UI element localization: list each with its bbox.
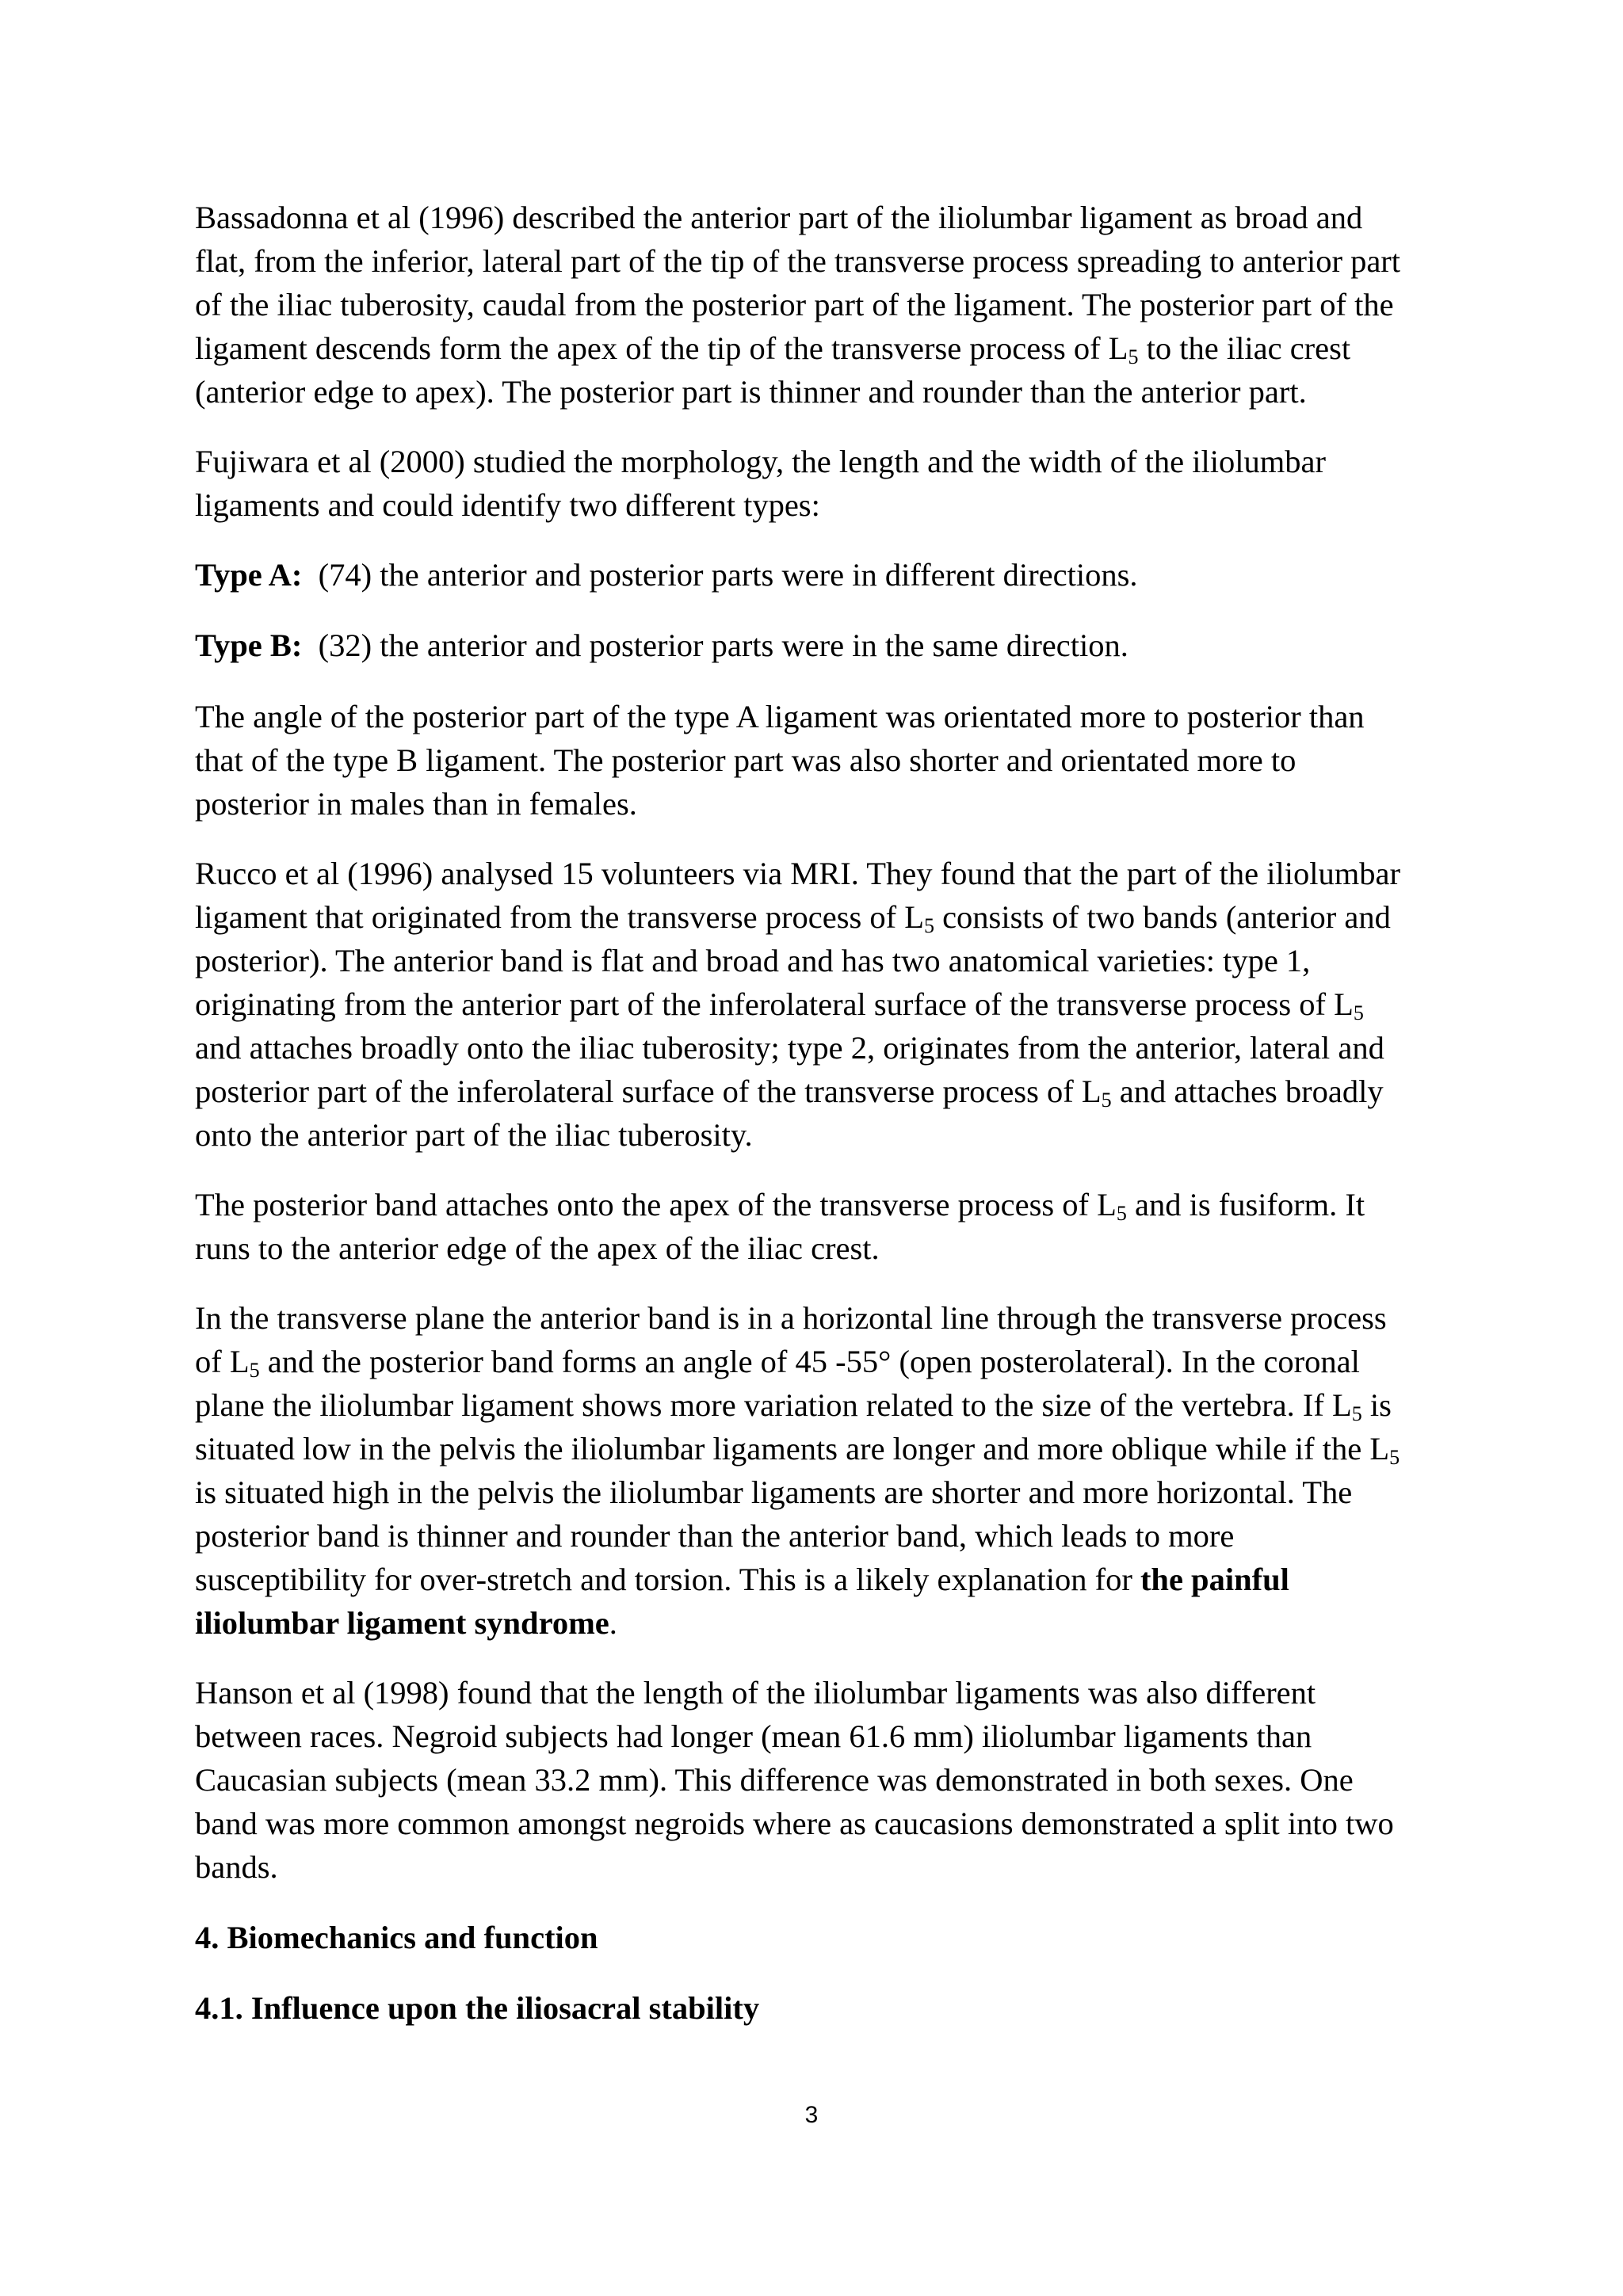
text-line: Caucasian subjects (mean 33.2 mm). This difference was demonstrated in both sexes. One: [195, 1762, 1354, 1798]
text-line: In the transverse plane the anterior band is in a horizontal line through the transverse process: [195, 1300, 1387, 1336]
text-line: The angle of the posterior part of the type A ligament was orientated more to posterior than: [195, 699, 1365, 734]
subscript: 5: [1353, 1001, 1364, 1024]
text-line: posterior). The anterior band is flat and broad and has two anatomical varieties: type 1,: [195, 943, 1311, 978]
text-line: posterior in males than in females.: [195, 786, 637, 822]
text-line: posterior band is thinner and rounder than the anterior band, which leads to more: [195, 1518, 1235, 1554]
text-line: runs to the anterior edge of the apex of the iliac crest.: [195, 1230, 880, 1266]
text-line: Hanson et al (1998) found that the length of the iliolumbar ligaments was also different: [195, 1675, 1316, 1711]
text-line: susceptibility for over-stretch and torsion. This is a likely explanation for the painful: [195, 1562, 1289, 1597]
subscript: 5: [1351, 1402, 1362, 1425]
text-line: Fujiwara et al (2000) studied the morphology, the length and the width of the iliolumbar: [195, 444, 1326, 479]
text-line: ligament that originated from the transverse process of $L_5$ consists of two bands (anterior and: [195, 899, 1391, 937]
subscript: 5: [1389, 1446, 1400, 1469]
text-line: posterior part of the inferolateral surface of the transverse process of $L_5$ and attaches broadly: [195, 1074, 1384, 1112]
text-line: that of the type B ligament. The posterior part was also shorter and orientated more to: [195, 742, 1296, 778]
subscript: 5: [1128, 345, 1139, 368]
type-b-label: Type B:: [195, 627, 303, 663]
text-line: of the iliac tuberosity, caudal from the posterior part of the ligament. The posterior part of the: [195, 287, 1394, 322]
section-heading: 4. Biomechanics and function: [195, 1920, 598, 1955]
subscript: 5: [1101, 1089, 1112, 1112]
text-line: is situated high in the pelvis the iliolumbar ligaments are shorter and more horizontal. The: [195, 1474, 1353, 1510]
subsection-heading: 4.1. Influence upon the iliosacral stability: [195, 1990, 760, 2026]
type-a-item: Type A: (74) the anterior and posterior parts were in different directions.: [195, 557, 1138, 593]
subscript: 5: [1116, 1202, 1127, 1225]
text-line: iliolumbar ligament syndrome.: [195, 1605, 617, 1641]
subscript: 5: [249, 1359, 260, 1382]
emphasis-text: the painful: [1140, 1562, 1289, 1597]
emphasis-text: iliolumbar ligament syndrome: [195, 1605, 609, 1641]
text-line: Rucco et al (1996) analysed 15 volunteers via MRI. They found that the part of the iliolumbar: [195, 856, 1400, 891]
text-line: situated low in the pelvis the iliolumbar ligaments are longer and more oblique while if the $L_5$: [195, 1431, 1400, 1469]
page-number: 3: [804, 2102, 819, 2128]
text-line: ligaments and could identify two different types:: [195, 487, 820, 523]
text-line: of $L_5$ and the posterior band forms an angle of 45 -55° (open posterolateral). In the coronal: [195, 1344, 1360, 1382]
text-line: Bassadonna et al (1996) described the anterior part of the iliolumbar ligament as broad and: [195, 200, 1363, 235]
text-line: The posterior band attaches onto the apex of the transverse process of $L_5$ and is fusiform. It: [195, 1187, 1365, 1225]
text-line: onto the anterior part of the iliac tuberosity.: [195, 1117, 753, 1153]
subscript: 5: [923, 914, 934, 937]
text-line: (anterior edge to apex). The posterior part is thinner and rounder than the anterior part.: [195, 374, 1307, 410]
text-line: band was more common amongst negroids where as caucasions demonstrated a split into two: [195, 1806, 1394, 1841]
text-line: originating from the anterior part of the inferolateral surface of the transverse process of $L_5$: [195, 986, 1364, 1024]
type-a-label: Type A:: [195, 557, 303, 593]
text-line: bands.: [195, 1849, 278, 1885]
text-line: ligament descends form the apex of the tip of the transverse process of $L_5$ to the iliac crest: [195, 330, 1351, 368]
text-line: plane the iliolumbar ligament shows more variation related to the size of the vertebra. If $L_5$ is: [195, 1387, 1392, 1425]
type-b-item: Type B: (32) the anterior and posterior parts were in the same direction.: [195, 627, 1128, 663]
text-line: and attaches broadly onto the iliac tuberosity; type 2, originates from the anterior, lateral and: [195, 1030, 1384, 1066]
text-line: between races. Negroid subjects had longer (mean 61.6 mm) iliolumbar ligaments than: [195, 1718, 1312, 1754]
text-line: flat, from the inferior, lateral part of the tip of the transverse process spreading to anterior part: [195, 243, 1401, 279]
